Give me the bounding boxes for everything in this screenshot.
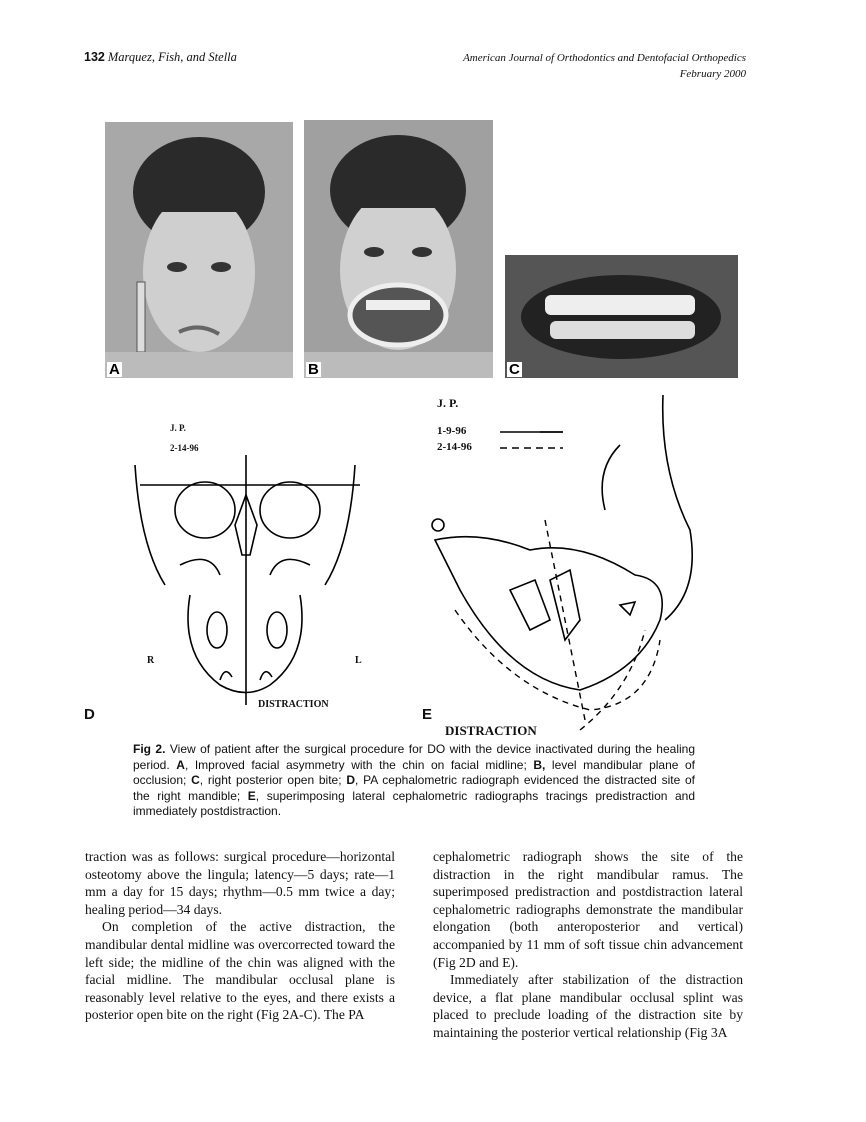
paragraph: On completion of the active distraction, the mandibular dental midline was overcorrected toward the left side; the midline of the chin was aligned with the facial midline. The mandibular occlusal plane is reasonably level relative to the eyes, and there exists a posterior open bite on the right (Fig 2A-C). The PA: [85, 919, 395, 1023]
d-left-label: L: [355, 655, 362, 666]
body-column-right: [433, 848, 743, 1042]
caption-c: C: [191, 773, 200, 788]
photo-c-intraoral: [505, 255, 738, 378]
caption-d: D: [346, 773, 355, 788]
d-initials: J. P.: [170, 423, 186, 433]
caption-c-text: , right posterior open bite;: [199, 773, 347, 788]
authors: Marquez, Fish, and Stella: [107, 50, 237, 64]
caption-e: E: [247, 788, 256, 803]
caption-b-text: level mandibular plane of occlusion;: [133, 757, 696, 788]
paragraph: cephalometric radiograph shows the site of the distraction in the right mandibular ramus. The superimposed predistraction and postdistraction lateral cephalometric radiographs demonstrate the mandibular elongation (both anteroposterior and vertical) accompanied by 11 mm of soft tissue chin advancement (Fig 2D and E).: [433, 849, 743, 970]
d-date: 2-14-96: [170, 443, 199, 453]
panel-label-b: B: [308, 361, 319, 378]
d-distraction-label: DISTRACTION: [258, 699, 329, 710]
pa-cephalometric-tracing: [120, 455, 370, 710]
caption-text: View of patient after the surgical procedure for DO with the device inactivated during the healing period.: [133, 742, 695, 772]
paragraph: Immediately after stabilization of the distraction device, a flat plane mandibular occlusal splint was placed to preclude loading of the distraction site by maintaining the posterior vertical relationship (Fig 3A: [433, 972, 743, 1040]
face-photo-a-image: [105, 122, 293, 378]
panel-label-d: D: [84, 706, 95, 723]
e-distraction-label: DISTRACTION: [445, 723, 537, 738]
body-column-left: [85, 848, 395, 1024]
caption-b: B,: [533, 757, 546, 772]
page-number: 132: [84, 50, 105, 64]
panel-label-a: A: [109, 361, 120, 378]
issue-date: February 2000: [679, 68, 746, 80]
caption-label: Fig 2.: [133, 742, 166, 756]
e-legend-date-2: 2-14-96: [437, 441, 472, 453]
caption-d-text: , PA cephalometric radiograph evidenced the distracted site of the right mandible;: [133, 773, 696, 803]
e-legend-date-1: 1-9-96: [437, 425, 467, 437]
paragraph: traction was as follows: surgical procedure—horizontal osteotomy above the lingula; latency—5 days; rate—1 mm a day for 15 days; rhythm—0.5 mm twice a day; healing period—34 days.: [85, 849, 395, 917]
running-header-left: [84, 50, 237, 65]
caption-e-text: , superimposing lateral cephalometric radiographs tracings predistraction and immediately postdistraction.: [133, 788, 696, 819]
e-initials: J. P.: [437, 396, 459, 410]
intraoral-photo-image: [505, 255, 738, 378]
d-right-label: R: [147, 655, 155, 666]
journal-title: American Journal of Orthodontics and Dentofacial Orthopedics: [463, 52, 746, 64]
photo-b-face: [304, 120, 493, 378]
face-photo-b-image: [304, 120, 493, 378]
photo-a-face: [105, 122, 293, 378]
panel-label-c: C: [509, 361, 520, 378]
figure-caption: [133, 742, 695, 820]
caption-a: A: [176, 757, 185, 772]
panel-label-e: E: [422, 706, 433, 723]
running-header-right: [463, 50, 746, 82]
caption-a-text: , Improved facial asymmetry with the chin on facial midline;: [184, 757, 534, 772]
